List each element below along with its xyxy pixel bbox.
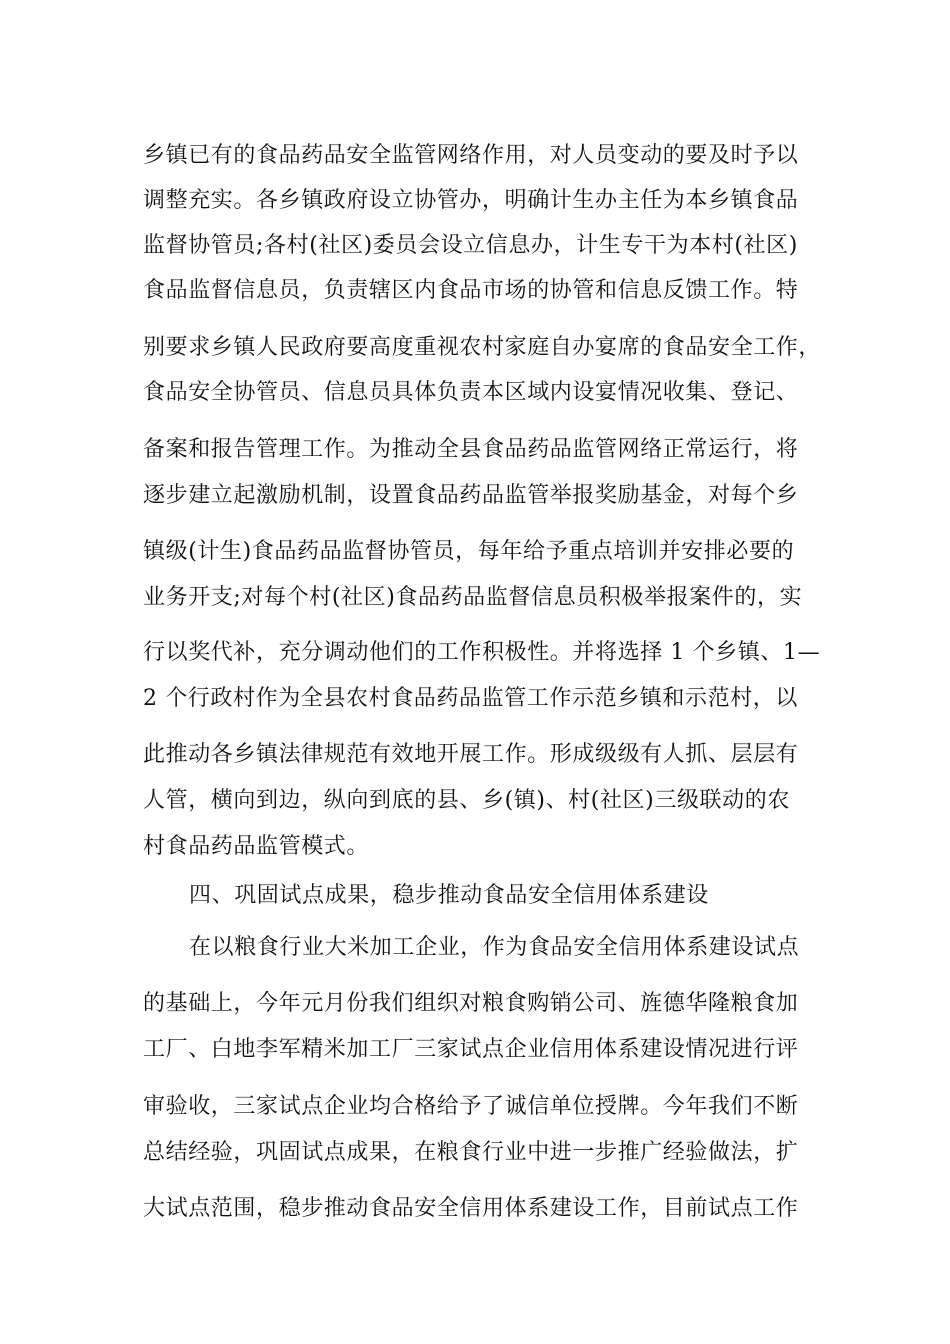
text-line: 乡镇已有的食品药品安全监管网络作用，对人员变动的要及时予以 [143,143,799,168]
text-line: 总结经验，巩固试点成果，在粮食行业中进一步推广经验做法，扩 [143,1140,799,1165]
text-line: 在以粮食行业大米加工企业，作为食品安全信用体系建设试点 [189,935,800,960]
text-line: 备案和报告管理工作。为推动全县食品药品监管网络正常运行，将 [143,437,799,462]
text-line: 审验收，三家试点企业均合格给予了诚信单位授牌。今年我们不断 [143,1094,799,1119]
text-line: 调整充实。各乡镇政府设立协管办，明确计生办主任为本乡镇食品 [143,188,799,213]
text-line: 的基础上，今年元月份我们组织对粮食购销公司、旌德华隆粮食加 [143,991,799,1016]
text-line: 工厂、白地李军精米加工厂三家试点企业信用体系建设情况进行评 [143,1037,799,1062]
text-line: 大试点范围，稳步推动食品安全信用体系建设工作，目前试点工作 [143,1196,799,1221]
text-line: 村食品药品监管模式。 [143,834,370,859]
text-line: 食品监督信息员，负责辖区内食品市场的协管和信息反馈工作。特 [143,278,799,303]
text-line: 别要求乡镇人民政府要高度重视农村家庭自办宴席的食品安全工作， [143,335,822,360]
text-line: 逐步建立起激励机制，设置食品药品监管举报奖励基金，对每个乡 [143,483,799,508]
text-line: 食品安全协管员、信息员具体负责本区域内设宴情况收集、登记、 [143,380,799,405]
text-line: 2 个行政村作为全县农村食品药品监管工作示范乡镇和示范村，以 [143,686,798,711]
text-line: 此推动各乡镇法律规范有效地开展工作。形成级级有人抓、层层有 [143,742,799,767]
section-heading: 四、巩固试点成果，稳步推动食品安全信用体系建设 [189,883,709,908]
text-line: 监督协管员;各村(社区)委员会设立信息办，计生专干为本村(社区) [143,233,798,258]
text-line: 业务开支;对每个村(社区)食品药品监督信息员积极举报案件的，实 [143,585,803,610]
text-line: 行以奖代补，充分调动他们的工作积极性。并将选择 1 个乡镇、1— [143,640,821,665]
text-line: 镇级(计生)食品药品监督协管员，每年给予重点培训并安排必要的 [143,539,795,564]
text-line: 人管，横向到边，纵向到底的县、乡(镇)、村(社区)三级联动的农 [143,788,790,813]
